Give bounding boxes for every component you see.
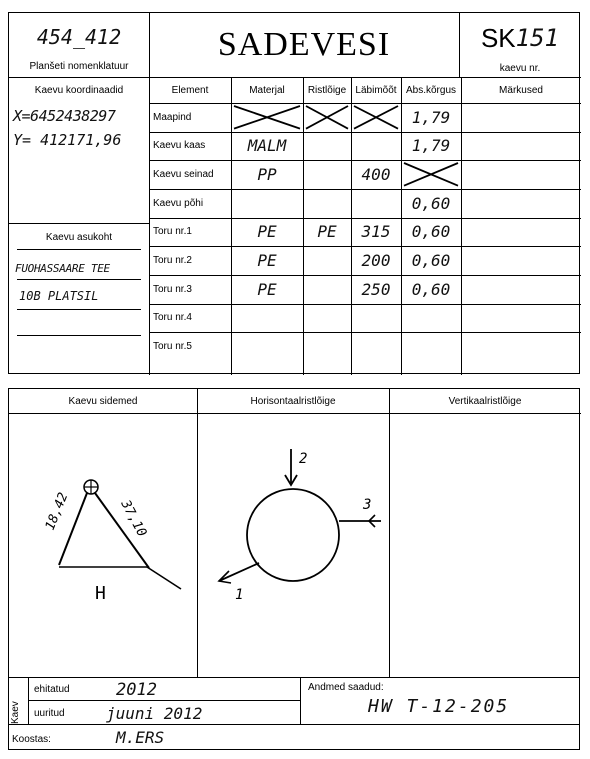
footer (8, 678, 580, 750)
kaev-label: Kaev (10, 701, 21, 724)
row-diameter-value (351, 304, 401, 333)
row-material-value: MALM (247, 136, 287, 156)
row-diameter-value: 400 (361, 165, 391, 185)
author-value: M.ERS (116, 728, 165, 747)
ties-sketch (9, 413, 197, 677)
row-abs-value: 0,60 (411, 251, 451, 271)
surveyed-value: juuni 2012 (106, 704, 203, 723)
pipe-3-label: 3 (363, 497, 372, 513)
row-cross-value (303, 304, 351, 333)
surveyed-label: uuritud (34, 708, 65, 719)
table-header: Abs.kõrgus (405, 84, 457, 96)
row-diameter-value (351, 332, 401, 361)
divider (9, 223, 149, 224)
divider (17, 309, 141, 310)
pipe-1-label: 1 (235, 587, 244, 603)
base-label: H (95, 583, 106, 604)
horizontal-label: Horisontaalristlõige (250, 395, 336, 407)
coordinate-x: X=6452438297 (13, 107, 116, 125)
page-title: SADEVESI (217, 26, 391, 63)
well-form-top (8, 12, 580, 374)
well-circle (247, 489, 339, 581)
row-cross-value (303, 160, 351, 189)
divider (28, 700, 300, 701)
row-element-label: Toru nr.1 (153, 226, 192, 238)
data-received-value: HW T-12-205 (368, 696, 510, 717)
vertical-label: Vertikaalristlõige (448, 395, 522, 407)
author-label: Koostas: (12, 734, 51, 745)
row-cross-value (303, 332, 351, 361)
divider (17, 249, 141, 250)
divider (28, 678, 29, 724)
table-header: Ristlõige (307, 84, 347, 96)
well-number-value: 151 (515, 24, 560, 52)
horizontal-section-sketch (197, 413, 389, 677)
row-cross-value (303, 246, 351, 275)
row-abs-value: 0,60 (411, 193, 451, 213)
row-element-label: Toru nr.2 (153, 255, 192, 267)
row-element-label: Maapind (153, 111, 192, 123)
location-line-1: FUOHASSAARE TEE (15, 261, 110, 275)
location-label: Kaevu asukoht (45, 231, 113, 243)
crossed-cell-icon (303, 103, 351, 132)
divider (17, 335, 141, 336)
row-element-label: Toru nr.5 (153, 341, 192, 353)
sketch-area (8, 388, 580, 678)
row-cross-value (303, 189, 351, 218)
row-abs-value: 1,79 (411, 107, 451, 127)
crossed-cell-icon (401, 160, 461, 189)
row-element-label: Kaevu kaas (153, 140, 206, 152)
location-line-2: 10B PLATSIL (19, 289, 99, 303)
row-diameter-value: 200 (361, 251, 391, 271)
row-abs-value (401, 304, 461, 333)
well-number (459, 21, 581, 55)
row-cross-value: PE (317, 222, 337, 242)
crossed-cell-icon (351, 103, 401, 132)
row-element-label: Kaevu seinad (153, 169, 214, 181)
row-cross-value (303, 132, 351, 161)
row-diameter-value (351, 132, 401, 161)
row-diameter-value: 250 (361, 279, 391, 299)
ties-label: Kaevu sidemed (68, 395, 138, 407)
divider (8, 724, 580, 725)
row-material-value (231, 189, 303, 218)
pipe-1-line (219, 563, 259, 581)
table-header: Läbimõõt (355, 84, 397, 96)
row-element-label: Toru nr.3 (153, 283, 192, 295)
row-material-value: PP (257, 165, 277, 185)
pipe-2-label: 2 (299, 451, 308, 467)
table-header: Element (171, 84, 209, 96)
row-abs-value: 1,79 (411, 136, 451, 156)
row-abs-value (401, 332, 461, 361)
row-abs-value: 0,60 (411, 279, 451, 299)
table-header: Materjal (249, 84, 285, 96)
built-label: ehitatud (34, 684, 70, 695)
well-number-prefix: SK (480, 22, 516, 53)
row-element-label: Toru nr.4 (153, 312, 192, 324)
coordinates-label: Kaevu koordinaadid (34, 84, 124, 96)
row-material-value (231, 332, 303, 361)
row-element-label: Kaevu põhi (153, 197, 204, 209)
row-cross-value (303, 275, 351, 304)
row-material-value: PE (257, 251, 277, 271)
row-material-value: PE (257, 279, 277, 299)
divider (300, 678, 301, 724)
nomenclature-value: 454_412 (36, 25, 122, 49)
row-material-value: PE (257, 222, 277, 242)
divider (389, 389, 390, 677)
divider (17, 279, 141, 280)
crossed-cell-icon (231, 103, 303, 132)
tie-left-value: 18,42 (42, 490, 72, 533)
table-header: Märkused (499, 84, 543, 96)
table-divider (461, 77, 462, 375)
row-diameter-value: 315 (361, 222, 391, 242)
built-value: 2012 (116, 680, 157, 700)
well-number-label: kaevu nr. (499, 62, 541, 74)
row-material-value (231, 304, 303, 333)
row-abs-value: 0,60 (411, 222, 451, 242)
data-received-label: Andmed saadud: (308, 682, 384, 693)
coordinate-y: Y= 412171,96 (13, 131, 122, 149)
nomenclature-label: Planšeti nomenklatuur (29, 60, 129, 72)
row-diameter-value (351, 189, 401, 218)
tie-right-value: 37,10 (117, 497, 150, 540)
base-line-ext (147, 567, 181, 589)
